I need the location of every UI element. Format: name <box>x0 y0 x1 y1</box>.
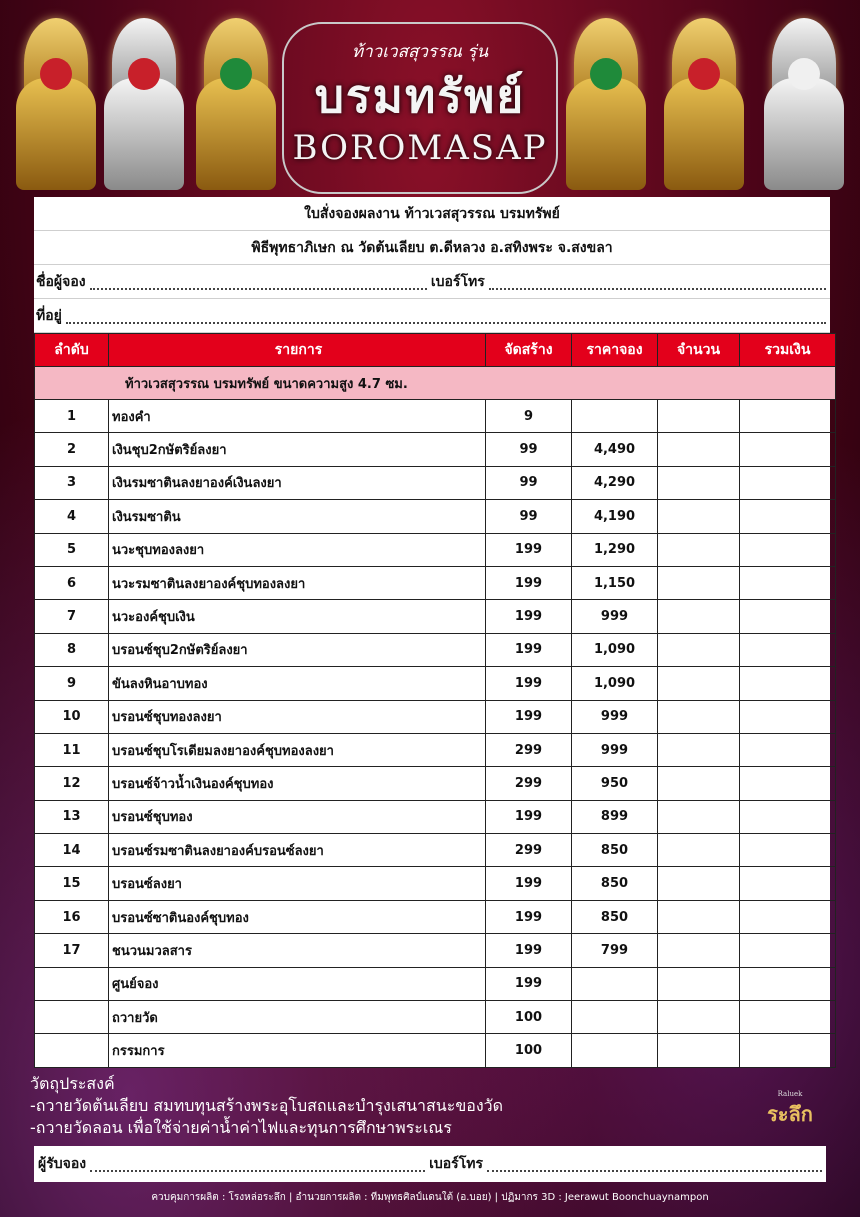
row-amount-field[interactable] <box>658 767 740 800</box>
statue-image <box>658 18 750 190</box>
form-title: ใบสั่งจองผลงาน ท้าวเวสสุวรรณ บรมทรัพย์ <box>34 197 830 231</box>
credits-footer: ควบคุมการผลิต : โรงหล่อระลึก | อำนวยการผลิต : ทีมพุทธศิลป์แดนใต้ (อ.บอย) | ปฏิมากร 3D : Jeerawut Boonchuaynampon <box>151 1192 709 1203</box>
row-price: 850 <box>572 867 658 900</box>
row-price: 799 <box>572 934 658 967</box>
row-item: เงินรมซาตินลงยาองค์เงินลงยา <box>109 466 486 499</box>
brand-name: ระลึก <box>767 1102 813 1126</box>
address-label: ที่อยู่ <box>36 307 62 324</box>
brand-small: Raluek <box>777 1090 803 1098</box>
table-row <box>35 466 836 499</box>
row-no: 2 <box>35 433 109 466</box>
row-price: 850 <box>572 900 658 933</box>
phone-label: เบอร์โทร <box>430 273 485 290</box>
row-item: บรอนซ์ชุบโรเดียมลงยาองค์ชุบทองลงยา <box>109 733 486 766</box>
table-row <box>35 667 836 700</box>
row-price: 999 <box>572 600 658 633</box>
purpose-section <box>30 1073 503 1139</box>
row-no: 6 <box>35 566 109 599</box>
row-no: 11 <box>35 733 109 766</box>
row-item: บรอนซ์ชุบทองลงยา <box>109 700 486 733</box>
row-no: 13 <box>35 800 109 833</box>
name-field[interactable] <box>90 274 427 290</box>
row-item: นวะชุบทองลงยา <box>109 533 486 566</box>
row-amount-field[interactable] <box>658 533 740 566</box>
receiver-row <box>34 1146 826 1182</box>
row-price: 1,090 <box>572 633 658 666</box>
row-amount-field[interactable] <box>658 934 740 967</box>
row-no: 17 <box>35 934 109 967</box>
row-item: ศูนย์จอง <box>109 967 486 1000</box>
table-row <box>35 834 836 867</box>
row-price: 999 <box>572 733 658 766</box>
table-row <box>35 533 836 566</box>
table-row <box>35 700 836 733</box>
row-amount-field[interactable] <box>658 600 740 633</box>
row-price: 4,290 <box>572 466 658 499</box>
statue-image <box>758 18 850 190</box>
table-header-row <box>35 334 836 367</box>
row-amount-field[interactable] <box>658 667 740 700</box>
row-qty: 199 <box>486 967 572 1000</box>
table-row <box>35 566 836 599</box>
table-row <box>35 800 836 833</box>
row-qty: 199 <box>486 934 572 967</box>
row-qty: 99 <box>486 500 572 533</box>
row-price <box>572 967 658 1000</box>
statue-image <box>560 18 652 190</box>
row-amount-field[interactable] <box>658 834 740 867</box>
row-no: 14 <box>35 834 109 867</box>
header-qty: จัดสร้าง <box>486 334 572 367</box>
table-row <box>35 733 836 766</box>
row-amount-field[interactable] <box>658 1001 740 1034</box>
logo-subtitle: ท้าวเวสสุวรรณ รุ่น <box>351 42 489 62</box>
row-qty: 199 <box>486 800 572 833</box>
row-total-field[interactable] <box>740 934 836 967</box>
row-price <box>572 1034 658 1067</box>
row-item: บรอนซ์ซาตินองค์ชุบทอง <box>109 900 486 933</box>
row-total-field[interactable] <box>740 1001 836 1034</box>
items-table <box>34 333 836 1068</box>
row-item: ชนวนมวลสาร <box>109 934 486 967</box>
receiver-label: ผู้รับจอง <box>38 1156 87 1172</box>
row-item: เงินรมซาติน <box>109 500 486 533</box>
row-price: 1,090 <box>572 667 658 700</box>
row-amount-field[interactable] <box>658 466 740 499</box>
row-price: 850 <box>572 834 658 867</box>
row-no: 8 <box>35 633 109 666</box>
row-amount-field[interactable] <box>658 733 740 766</box>
row-item: บรอนซ์จ้าวน้ำเงินองค์ชุบทอง <box>109 767 486 800</box>
row-no: 16 <box>35 900 109 933</box>
row-qty: 299 <box>486 733 572 766</box>
address-row <box>34 299 830 333</box>
row-amount-field[interactable] <box>658 800 740 833</box>
header-total: รวมเงิน <box>740 334 836 367</box>
row-qty: 100 <box>486 1001 572 1034</box>
row-amount-field[interactable] <box>658 433 740 466</box>
table-row <box>35 767 836 800</box>
row-qty: 199 <box>486 667 572 700</box>
row-no: 7 <box>35 600 109 633</box>
row-total-field[interactable] <box>740 967 836 1000</box>
row-total-field[interactable] <box>740 466 836 499</box>
row-amount-field[interactable] <box>658 500 740 533</box>
header-amount: จำนวน <box>658 334 740 367</box>
row-no: 10 <box>35 700 109 733</box>
row-total-field[interactable] <box>740 733 836 766</box>
row-total-field[interactable] <box>740 700 836 733</box>
table-row <box>35 934 836 967</box>
row-price <box>572 1001 658 1034</box>
row-qty: 9 <box>486 400 572 433</box>
row-amount-field[interactable] <box>658 867 740 900</box>
row-total-field[interactable] <box>740 433 836 466</box>
header-item: รายการ <box>109 334 486 367</box>
row-amount-field[interactable] <box>658 1034 740 1067</box>
row-item: บรอนซ์รมซาตินลงยาองค์บรอนซ์ลงยา <box>109 834 486 867</box>
row-price: 950 <box>572 767 658 800</box>
statue-image <box>190 18 282 190</box>
row-qty: 99 <box>486 433 572 466</box>
row-item: ขันลงหินอาบทอง <box>109 667 486 700</box>
table-row <box>35 967 836 1000</box>
row-item: บรอนซ์ชุบ2กษัตริย์ลงยา <box>109 633 486 666</box>
row-total-field[interactable] <box>740 767 836 800</box>
row-no <box>35 1034 109 1067</box>
ceremony-info: พิธีพุทธาภิเษก ณ วัดต้นเลียบ ต.ดีหลวง อ.สทิงพระ จ.สงขลา <box>34 231 830 265</box>
brand-logo <box>760 1090 820 1134</box>
row-total-field[interactable] <box>740 867 836 900</box>
row-qty: 299 <box>486 767 572 800</box>
logo-title-th: บรมทรัพย์ <box>314 69 526 123</box>
row-total-field[interactable] <box>740 600 836 633</box>
row-item: ทองคำ <box>109 400 486 433</box>
row-item: นวะองค์ชุบเงิน <box>109 600 486 633</box>
row-no <box>35 1001 109 1034</box>
table-row <box>35 867 836 900</box>
row-price: 899 <box>572 800 658 833</box>
row-amount-field[interactable] <box>658 633 740 666</box>
row-total-field[interactable] <box>740 900 836 933</box>
row-total-field[interactable] <box>740 834 836 867</box>
statue-image <box>98 18 190 190</box>
group-row <box>35 367 836 400</box>
row-price: 999 <box>572 700 658 733</box>
group-title: ท้าวเวสสุวรรณ บรมทรัพย์ ขนาดความสูง 4.7 ซม. <box>35 367 836 400</box>
row-no: 4 <box>35 500 109 533</box>
row-total-field[interactable] <box>740 633 836 666</box>
row-item: นวะรมซาตินลงยาองค์ชุบทองลงยา <box>109 566 486 599</box>
row-qty: 199 <box>486 900 572 933</box>
header-no: ลำดับ <box>35 334 109 367</box>
row-no <box>35 967 109 1000</box>
receiver-field[interactable] <box>90 1156 425 1172</box>
row-item: บรอนซ์ชุบทอง <box>109 800 486 833</box>
table-row <box>35 500 836 533</box>
row-total-field[interactable] <box>740 1034 836 1067</box>
row-total-field[interactable] <box>740 400 836 433</box>
statue-image <box>10 18 102 190</box>
purpose-line: -ถวายวัดลอน เพื่อใช้จ่ายค่าน้ำค่าไฟและทุนการศึกษาพระเณร <box>30 1118 452 1137</box>
row-item: กรรมการ <box>109 1034 486 1067</box>
header-price: ราคาจอง <box>572 334 658 367</box>
row-total-field[interactable] <box>740 566 836 599</box>
row-amount-field[interactable] <box>658 900 740 933</box>
receiver-phone-label: เบอร์โทร <box>429 1156 483 1172</box>
row-qty: 199 <box>486 867 572 900</box>
row-item: บรอนซ์ลงยา <box>109 867 486 900</box>
row-total-field[interactable] <box>740 667 836 700</box>
row-qty: 100 <box>486 1034 572 1067</box>
row-qty: 199 <box>486 600 572 633</box>
row-qty: 199 <box>486 566 572 599</box>
table-row <box>35 1001 836 1034</box>
row-no: 5 <box>35 533 109 566</box>
row-total-field[interactable] <box>740 533 836 566</box>
order-form <box>34 197 830 1068</box>
address-field[interactable] <box>66 308 826 324</box>
row-amount-field[interactable] <box>658 967 740 1000</box>
table-row <box>35 400 836 433</box>
table-row <box>35 633 836 666</box>
name-phone-row <box>34 265 830 299</box>
row-total-field[interactable] <box>740 500 836 533</box>
row-price <box>572 400 658 433</box>
row-qty: 199 <box>486 633 572 666</box>
row-no: 1 <box>35 400 109 433</box>
row-no: 12 <box>35 767 109 800</box>
row-qty: 299 <box>486 834 572 867</box>
boromasap-logo <box>282 22 558 194</box>
row-amount-field[interactable] <box>658 700 740 733</box>
row-amount-field[interactable] <box>658 566 740 599</box>
row-item: เงินชุบ2กษัตริย์ลงยา <box>109 433 486 466</box>
row-price: 1,290 <box>572 533 658 566</box>
name-label: ชื่อผู้จอง <box>36 273 86 290</box>
logo-title-en: BOROMASAP <box>292 128 548 168</box>
row-no: 15 <box>35 867 109 900</box>
row-price: 4,490 <box>572 433 658 466</box>
purpose-line: -ถวายวัดต้นเลียบ สมทบทุนสร้างพระอุโบสถและบำรุงเสนาสนะของวัด <box>30 1096 504 1115</box>
row-qty: 99 <box>486 466 572 499</box>
row-amount-field[interactable] <box>658 400 740 433</box>
row-qty: 199 <box>486 700 572 733</box>
table-row <box>35 900 836 933</box>
row-total-field[interactable] <box>740 800 836 833</box>
row-item: ถวายวัด <box>109 1001 486 1034</box>
purpose-heading: วัตถุประสงค์ <box>30 1074 115 1093</box>
table-row <box>35 433 836 466</box>
row-qty: 199 <box>486 533 572 566</box>
phone-field[interactable] <box>489 274 826 290</box>
row-no: 9 <box>35 667 109 700</box>
row-no: 3 <box>35 466 109 499</box>
row-price: 1,150 <box>572 566 658 599</box>
receiver-phone-field[interactable] <box>487 1156 822 1172</box>
row-price: 4,190 <box>572 500 658 533</box>
table-row <box>35 1034 836 1067</box>
table-row <box>35 600 836 633</box>
